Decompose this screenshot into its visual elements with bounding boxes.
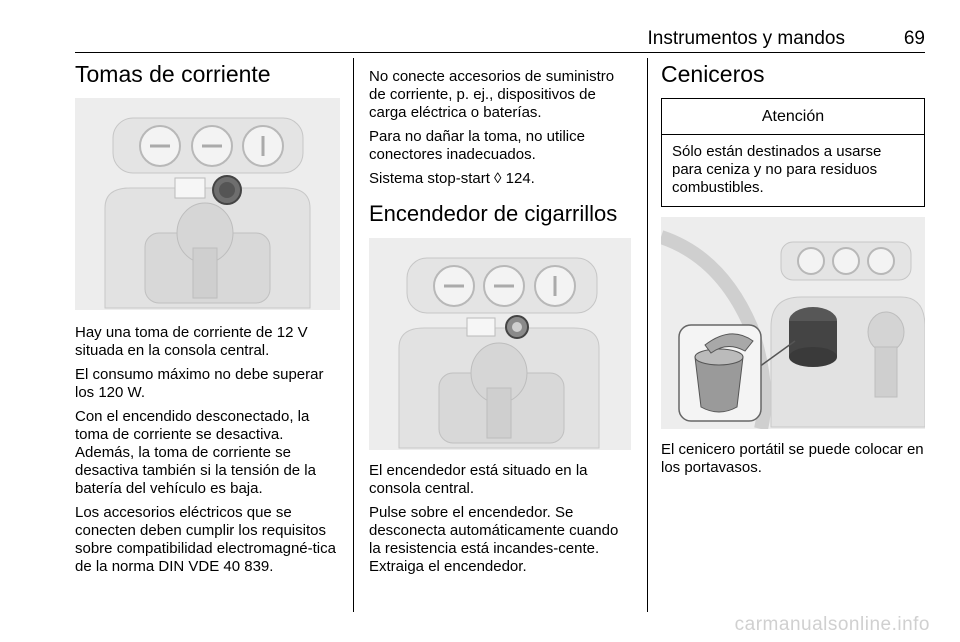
lighter-paragraph-2: Pulse sobre el encendedor. Se desconecta automáticamente cuando la resistencia está incandes‐cente. Extraiga el encendedor.	[369, 504, 619, 575]
section-title: Instrumentos y mandos	[647, 28, 845, 49]
attention-box	[661, 98, 925, 207]
heading-cigarette-lighter: Encendedor de cigarrillos	[369, 201, 618, 226]
reference-text: Sistema stop-start	[369, 170, 490, 187]
paragraph-3: Con el encendido desconectado, la toma de corriente se desactiva. Además, la toma de corriente se desactiva también si la tensión de la batería del vehículo es baja.	[75, 408, 316, 497]
warning-paragraph-2: Para no dañar la toma, no utilice conectores inadecuados.	[369, 128, 585, 163]
column-cigarette-lighter	[369, 68, 631, 582]
paragraph-2: El consumo máximo no debe superar los 120 W.	[75, 366, 324, 401]
ashtray-paragraph: El cenicero portátil se puede colocar en los portavasos.	[661, 441, 924, 476]
reference-page: 124.	[505, 170, 535, 187]
cross-reference	[369, 170, 631, 188]
cigarette-lighter-illustration	[369, 238, 631, 450]
power-outlet-illustration	[75, 98, 340, 310]
attention-title: Atención	[662, 99, 924, 135]
page-number: 69	[903, 28, 925, 49]
attention-text: Sólo están destinados a usarse para ceniza y no para residuos combustibles.	[672, 143, 882, 196]
lighter-paragraph-1: El encendedor está situado en la consola central.	[369, 462, 588, 497]
column-divider-1	[353, 58, 354, 612]
warning-paragraph-1: No conecte accesorios de suministro de corriente, p. ej., dispositivos de carga eléctrica o baterías.	[369, 68, 615, 121]
column-ashtrays	[661, 60, 925, 483]
paragraph-4: Los accesorios eléctricos que se conecten deben cumplir los requisitos sobre compatibilidad electromagné‐tica de la norma DIN VDE 40 839.	[75, 504, 336, 575]
watermark: carmanualsonline.info	[734, 614, 930, 635]
reference-arrow-icon: ◊	[494, 170, 502, 187]
ashtray-illustration	[661, 217, 925, 429]
paragraph-1: Hay una toma de corriente de 12 V situada en la consola central.	[75, 324, 308, 359]
column-divider-2	[647, 58, 648, 612]
column-power-outlets	[75, 60, 340, 582]
heading-ashtrays: Ceniceros	[661, 61, 765, 87]
page-header	[75, 26, 925, 53]
heading-power-outlets: Tomas de corriente	[75, 61, 271, 87]
